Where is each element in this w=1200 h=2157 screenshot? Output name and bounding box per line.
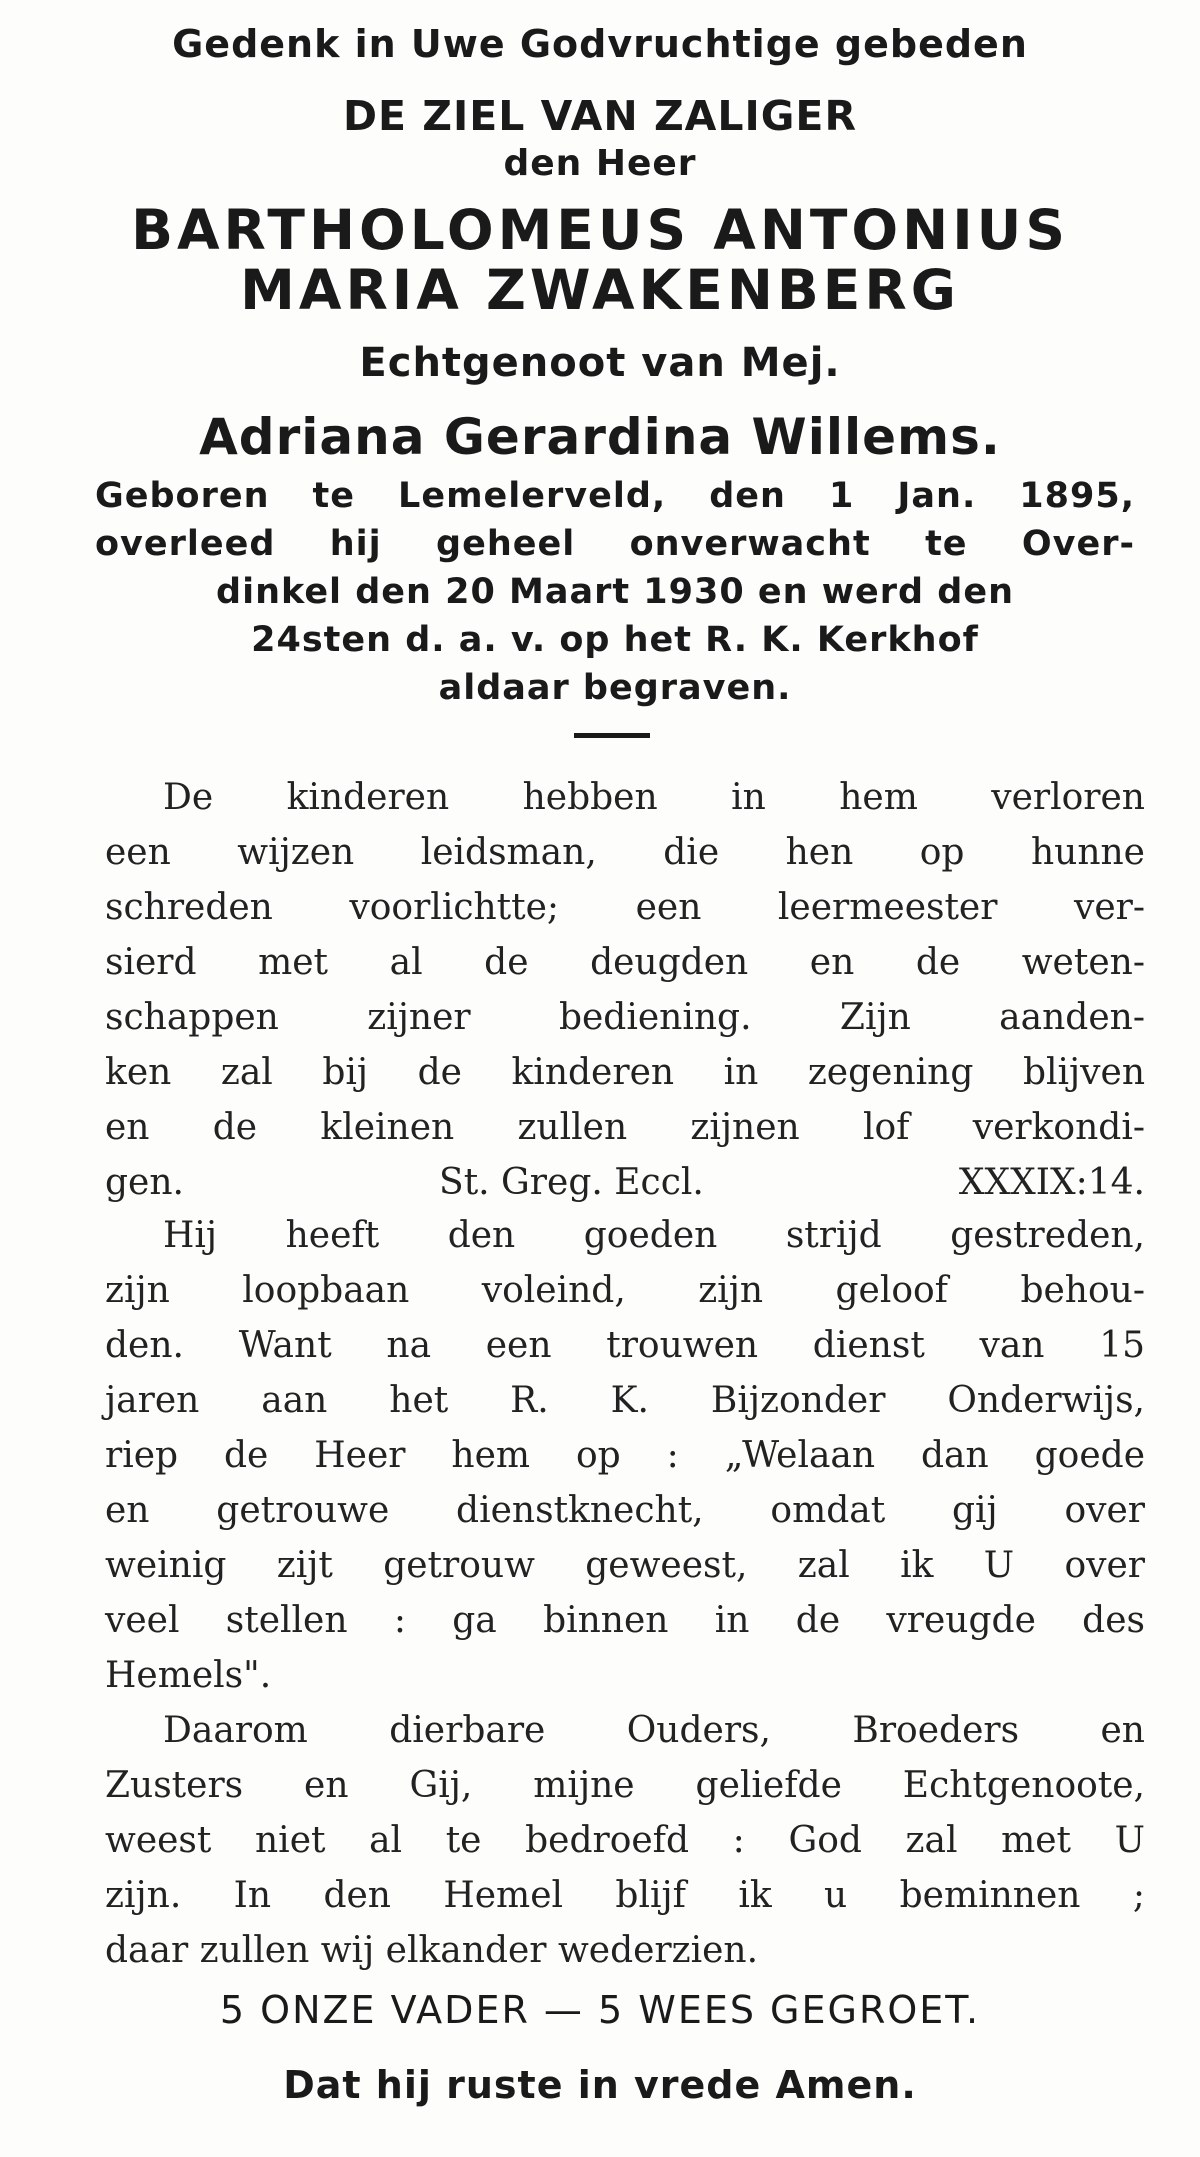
- scripture-source: St. Greg. Eccl.: [439, 1162, 704, 1203]
- paragraph-line: Daarom dierbare Ouders, Broeders en: [163, 1710, 1145, 1751]
- paragraph-line: veel stellen : ga binnen in de vreugde des: [105, 1600, 1145, 1641]
- soul-of-deceased-heading: DE ZIEL VAN ZALIGER: [342, 92, 858, 140]
- biography-line: aldaar begraven.: [438, 668, 792, 708]
- scripture-verse: XXXIX:14.: [958, 1162, 1145, 1203]
- paragraph-line: Hemels".: [105, 1655, 272, 1696]
- paragraph-line: weest niet al te bedroefd : God zal met U: [105, 1820, 1145, 1861]
- paragraph-farewell: [105, 1703, 1145, 1978]
- closing-prayer: Dat hij ruste in vrede Amen.: [283, 2063, 917, 2107]
- paragraph-line: weinig zijt getrouw geweest, zal ik U over: [105, 1545, 1145, 1586]
- paragraph-line: Zusters en Gij, mijne geliefde Echtgenoote,: [105, 1765, 1145, 1806]
- paragraph-line: Hij heeft den goeden strijd gestreden,: [163, 1215, 1145, 1256]
- paragraph-last-word: gen.: [105, 1162, 184, 1203]
- prayers-line: 5 ONZE VADER — 5 WEES GEGROET.: [219, 1988, 981, 2032]
- paragraph-line: ken zal bij de kinderen in zegening blijven: [105, 1052, 1145, 1093]
- deceased-name-line-1: BARTHOLOMEUS ANTONIUS: [131, 198, 1069, 262]
- divider-rule: [574, 733, 650, 738]
- paragraph-line: zijn. In den Hemel blijf ik u beminnen ;: [105, 1875, 1145, 1916]
- paragraph-line: en getrouwe dienstknecht, omdat gij over: [105, 1490, 1145, 1531]
- paragraph-line: een wijzen leidsman, die hen op hunne: [105, 832, 1145, 873]
- paragraph-line: den. Want na een trouwen dienst van 15: [105, 1325, 1145, 1366]
- paragraph-line: sierd met al de deugden en de weten-: [105, 942, 1145, 983]
- biography-line: Geboren te Lemelerveld, den 1 Jan. 1895,: [95, 476, 1135, 516]
- biography-block: [95, 472, 1135, 712]
- paragraph-line: schappen zijner bediening. Zijn aanden-: [105, 997, 1145, 1038]
- biography-line: dinkel den 20 Maart 1930 en werd den: [216, 572, 1014, 612]
- paragraph-line: De kinderen hebben in hem verloren: [163, 777, 1145, 818]
- paragraph-children: [105, 770, 1145, 1210]
- deceased-name-line-2: MARIA ZWAKENBERG: [240, 258, 960, 322]
- paragraph-line: jaren aan het R. K. Bijzonder Onderwijs,: [105, 1380, 1145, 1421]
- paragraph-line: en de kleinen zullen zijnen lof verkondi-: [105, 1107, 1145, 1148]
- paragraph-line: schreden voorlichtte; een leermeester ver-: [105, 887, 1145, 928]
- biography-line: overleed hij geheel onverwacht te Over-: [95, 524, 1135, 564]
- prayer-request-heading: Gedenk in Uwe Godvruchtige gebeden: [172, 22, 1028, 66]
- paragraph-line: zijn loopbaan voleind, zijn geloof behou-: [105, 1270, 1145, 1311]
- spouse-intro: Echtgenoot van Mej.: [359, 340, 841, 386]
- paragraph-line: daar zullen wij elkander wederzien.: [105, 1930, 759, 1971]
- biography-line: 24sten d. a. v. op het R. K. Kerkhof: [251, 620, 979, 660]
- paragraph-service: [105, 1208, 1145, 1703]
- title-heading: den Heer: [503, 143, 697, 184]
- paragraph-line: riep de Heer hem op : „Welaan dan goede: [105, 1435, 1145, 1476]
- scripture-reference-line: [105, 1155, 1145, 1210]
- spouse-name: Adriana Gerardina Willems.: [199, 408, 1001, 466]
